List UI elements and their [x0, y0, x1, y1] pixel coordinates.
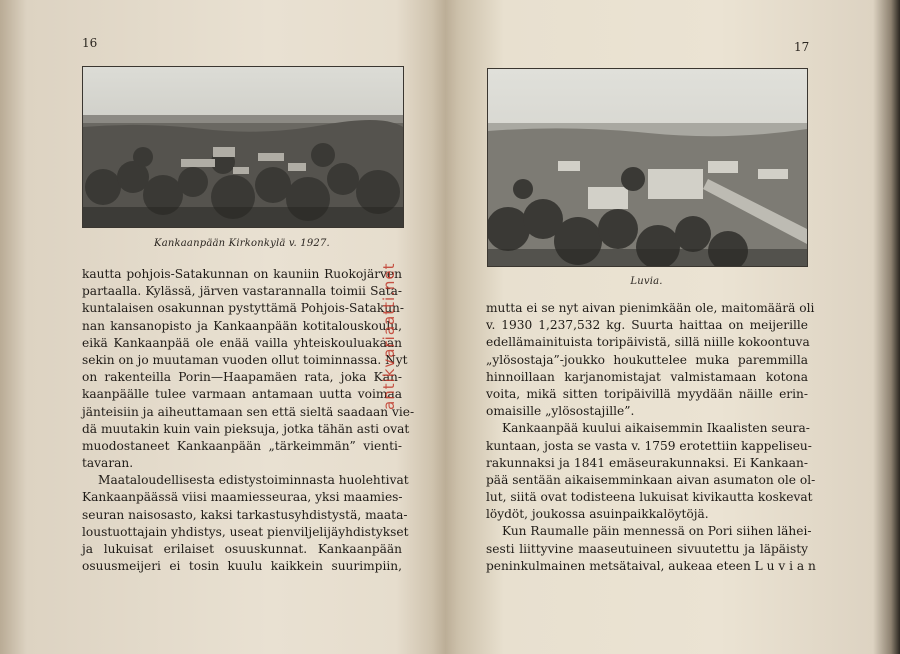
- text-line: seuran naisosasto, kaksi tarkastusyhdistystä, maata-: [82, 507, 408, 522]
- text-line: Maataloudellisesta edistystoiminnasta huolehtivat: [98, 473, 409, 488]
- text-line: rakunnaksi ja 1841 emäseurakunnaksi. Ei Kankaan-: [486, 455, 808, 470]
- text-line: mutta ei se nyt aivan pienimkään ole, maitomäärä oli: [486, 301, 815, 315]
- text-line: partaalla. Kylässä, järven vastarannalla toimii Sata-: [82, 284, 402, 299]
- text-line: Kankaanpäässä viisi maamiesseuraa, yksi maamies-: [82, 490, 403, 505]
- left-photo: [82, 66, 404, 228]
- right-photo-caption: Luvia.: [630, 276, 663, 287]
- left-page-number: 16: [82, 36, 98, 50]
- text-line: dä muutakin kuin vain pieksuja, jotka tähän asti ovat: [82, 421, 410, 436]
- text-line: nan kansanopisto ja Kankaanpään kotitalouskoulu,: [82, 318, 402, 333]
- text-line: „ylösostaja”-joukko houkuttelee muka paremmilla: [486, 352, 808, 367]
- text-line: Kun Raumalle päin mennessä on Pori siihen lähei-: [502, 524, 812, 539]
- text-line: muodostaneet Kankaanpään „tärkeimmän” vienti-: [82, 438, 402, 453]
- text-line: voita, mikä sitten toripäivillä myydään näille erin-: [486, 386, 808, 401]
- watermark: antikvariaatti.net: [380, 262, 398, 410]
- text-line: on rakenteilla Porin—Haapamäen rata, joka Kan-: [82, 370, 402, 385]
- text-line: löydöt, joukossa asuinpaikkalöytöjä.: [486, 507, 709, 522]
- text-line: ja lukuisat erilaiset osuuskunnat. Kankaanpään: [82, 542, 402, 556]
- text-line: kuntaan, josta se vasta v. 1759 erotettiin kappeliseu-: [486, 438, 812, 453]
- text-line: eikä Kankaanpää ole enää vailla yhteiskouluakaan: [82, 335, 402, 350]
- right-page-number: 17: [794, 40, 810, 54]
- text-line: v. 1930 1,237,532 kg. Suurta haittaa on meijerille: [486, 318, 808, 333]
- text-line: edellämainituista toripäivistä, sillä niille kokoontuva: [486, 335, 810, 350]
- text-line: kaanpäälle tulee varmaan antamaan uutta voimaa: [82, 387, 402, 402]
- text-line: omaisille „ylösostajille”.: [486, 404, 635, 419]
- text-line: jänteisiin ja aiheuttamaan sen että sieltä saadaan vie-: [82, 404, 415, 419]
- left-photo-caption: Kankaanpään Kirkonkylä v. 1927.: [154, 238, 330, 249]
- text-line: sekin on jo muutaman vuoden ollut toiminnassa. Nyt: [82, 352, 408, 367]
- text-line: Kankaanpää kuului aikaisemmin Ikaalisten seura-: [502, 421, 810, 436]
- text-line: peninkulmainen metsätaival, aukeaa eteen L u v i a n: [486, 558, 816, 573]
- right-photo: [487, 68, 808, 267]
- text-line: osuusmeijeri ei tosin kuulu kaikkein suurimpiin,: [82, 559, 402, 574]
- text-line: hinnoillaan karjanomistajat valmistamaan kotona: [486, 369, 808, 384]
- text-line: lut, siitä ovat todisteena lukuisat kivikautta koskevat: [486, 490, 813, 505]
- text-line: kuntalaisen osakunnan pystyttämä Pohjois-Satakun-: [82, 301, 405, 316]
- text-line: sesti liittyvine maaseutuineen sivuutettu ja läpäisty: [486, 541, 808, 556]
- text-line: kautta pohjois-Satakunnan on kauniin Ruokojärven: [82, 267, 402, 281]
- left-text-column: [82, 266, 415, 575]
- right-text-column: [486, 300, 816, 575]
- text-line: loustuottajain yhdistys, useat pienviljelijäyhdistykset: [82, 524, 409, 539]
- text-line: tavaran.: [82, 456, 134, 471]
- text-line: pää sentään aikaisemminkaan aivan asumaton ole ol-: [486, 472, 816, 487]
